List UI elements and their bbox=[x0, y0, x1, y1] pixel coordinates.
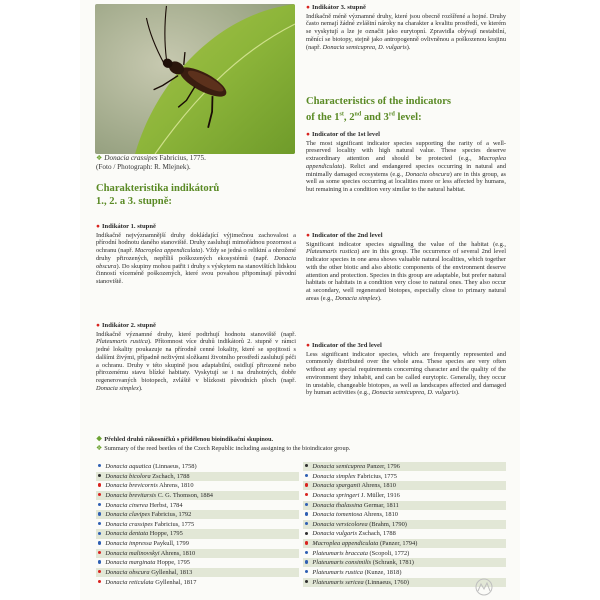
english-level2-block bbox=[306, 232, 506, 302]
level-dot-icon bbox=[98, 522, 101, 525]
table-caption-czech: ❖ Přehled druhů rákosníčků s přidělenou bioindikační skupinou. bbox=[96, 435, 274, 443]
level-dot-icon bbox=[98, 560, 101, 563]
heading-czech-line2: 1., 2. a 3. stupně: bbox=[96, 195, 172, 207]
heading-czech-line1: Charakteristika indikátorů bbox=[96, 183, 220, 194]
species-name: Donacia marginata bbox=[105, 559, 156, 567]
species-row bbox=[303, 462, 506, 471]
level-dot-icon bbox=[305, 570, 308, 573]
species-author: (Scopoli, 1772) bbox=[367, 549, 410, 557]
species-row bbox=[303, 472, 506, 481]
level-dot-icon bbox=[305, 483, 308, 486]
indicator-title: ● Indikátor 1. stupně bbox=[96, 223, 156, 230]
species-name: Plateumaris consimilis bbox=[312, 559, 372, 567]
indicator-text: Significant indicator species signalling the value of the habitat (e.g., Plateumaris rustica) are in this group. The occurrence of several 2nd level indicator species in one area shows valuable natural localities, which together with the other biotic and also abiotic components of the environment deserve attention and protection. Species in this group are adaptable, but prefer natural habitats or habitats in a condition very close to natural ones. They also occur at secondary, well regenerated biotopes, especially close to primary natural areas (e.g., Donacia simplex). bbox=[306, 240, 506, 302]
species-row bbox=[303, 558, 506, 567]
czech-level3-block bbox=[306, 4, 506, 51]
level-dot-icon bbox=[305, 541, 308, 544]
level-dot-icon bbox=[305, 551, 308, 554]
species-name: Donacia dentata bbox=[105, 530, 149, 538]
species-name: Donacia reticulata bbox=[105, 578, 154, 586]
species-name: Donacia bicolora bbox=[105, 472, 151, 480]
species-author: Ahrens, 1810 bbox=[157, 482, 194, 490]
species-row bbox=[303, 539, 506, 548]
species-author: Zschach, 1788 bbox=[356, 530, 396, 538]
species-row bbox=[96, 549, 299, 558]
species-name: Donacia brevitarsis bbox=[105, 491, 157, 499]
level-dot-icon bbox=[305, 560, 308, 563]
species-author: Ahrens, 1810 bbox=[159, 549, 196, 557]
species-name: Donacia cinerea bbox=[105, 501, 148, 509]
species-author: Gyllenhal, 1813 bbox=[149, 569, 193, 577]
indicator-text: Less significant indicator species, which are frequently represented and commonly distributed over the whole area. These species are very often without any special requirements concerning character and the quality of the environment they inhabit, and can be called eurytopic. Generally, they occur in unstable, changeable biotopes, as well as landscapes affected and damaged by human activities (e.g., Donacia semicuprea, D. vulgaris). bbox=[306, 350, 506, 397]
level-dot-icon bbox=[305, 464, 308, 467]
species-row bbox=[303, 501, 506, 510]
table-caption-english: ❖ Summary of the reed beetles of the Czech Republic including assigning to the bioindicator group. bbox=[96, 444, 351, 452]
species-name: Donacia semicuprea bbox=[312, 463, 366, 470]
level-dot-icon bbox=[98, 503, 101, 506]
bullet-icon: ● bbox=[96, 223, 100, 230]
level-dot-icon bbox=[98, 551, 101, 554]
english-level1-block bbox=[306, 131, 506, 194]
species-row bbox=[96, 510, 299, 519]
level-dot-icon bbox=[305, 522, 308, 525]
species-author: (Linnaeus, 1758) bbox=[151, 463, 197, 470]
caption-species: Donacia crassipes bbox=[104, 154, 158, 162]
species-row bbox=[96, 529, 299, 538]
species-name: Donacia simplex bbox=[312, 472, 356, 480]
czech-level2-block bbox=[96, 322, 296, 392]
level-dot-icon bbox=[305, 512, 308, 515]
heading-english-line1: Characteristics of the indicators bbox=[306, 96, 452, 107]
indicator-text: Indikačně méně významné druhy, které jsou obecně rozšířené a hojné. Druhy často nemají žádné zvláštní nároky na charakter a kvalitu prostředí, ve kterém se vyskytují a lze je označit jako eurytopní. Zpravidla obývají nestabilní, měnící se biotopy, stejně jako antropogenně ovlivněnou a poškozenou krajinu (např. Donacia semicuprea, D. vulgaris). bbox=[306, 12, 506, 51]
level-dot-icon bbox=[98, 580, 101, 583]
photo-caption bbox=[96, 154, 296, 172]
species-row bbox=[96, 558, 299, 567]
level-dot-icon bbox=[98, 512, 101, 515]
english-level3-block bbox=[306, 342, 506, 397]
beetle-photo bbox=[95, 4, 295, 154]
bullet-icon: ● bbox=[306, 342, 310, 349]
species-author: Fabricius, 1775 bbox=[152, 520, 195, 528]
species-name: Donacia impressa bbox=[105, 540, 152, 548]
species-author: Ahrens, 1810 bbox=[360, 482, 396, 490]
level-dot-icon bbox=[98, 532, 101, 535]
indicator-title: ● Indicator of the 2nd level bbox=[306, 232, 383, 239]
diamond-icon: ❖ bbox=[96, 154, 103, 162]
species-author: Germar, 1811 bbox=[362, 501, 399, 509]
species-name: Plateumaris rustica bbox=[312, 569, 363, 577]
level-dot-icon bbox=[98, 483, 101, 486]
species-author: Gyllenhal, 1817 bbox=[153, 578, 197, 586]
species-name: Donacia malinovskyi bbox=[105, 549, 160, 557]
species-name: Donacia thalassina bbox=[312, 501, 363, 509]
species-row bbox=[303, 549, 506, 558]
species-row bbox=[303, 568, 506, 577]
species-author: (Linnaeus, 1760) bbox=[363, 578, 409, 586]
species-row bbox=[96, 501, 299, 510]
species-author: C. G. Thomson, 1884 bbox=[156, 491, 213, 499]
species-name: Donacia springeri bbox=[312, 491, 360, 499]
level-dot-icon bbox=[98, 464, 101, 467]
bullet-icon: ● bbox=[306, 232, 310, 239]
indicator-text: Indikačně významné druhy, které podtrhují hodnotu stanoviště (např. Plateumaris rustica). Přítomnost více druhů indikátorů 2. stupně v rámci jedné lokality poukazuje na přírodně cenné lokality, které se spojitostí s dalšími živými, případně neživými složkami životního prostředí zasluhují péči a ochranu. Druhy v této skupině jsou adaptabilní, osidlují přirozené nebo přirozenému stavu blízké habitaty. Vyskytují se i na druhotných, dobře regenerovaných biotopech, zvláště v blízkosti původních ploch (např. Donacia simplex). bbox=[96, 330, 296, 392]
diamond-icon: ❖ bbox=[96, 444, 103, 452]
species-author: Zschach, 1788 bbox=[150, 472, 190, 480]
species-name: Donacia vulgaris bbox=[312, 530, 357, 538]
species-row bbox=[96, 462, 299, 471]
indicator-title: ● Indicator of the 3rd level bbox=[306, 342, 382, 349]
level-dot-icon bbox=[305, 580, 308, 583]
species-row bbox=[96, 472, 299, 481]
species-author: (Panzer, 1794) bbox=[378, 540, 418, 548]
species-author: Panzer, 1796 bbox=[365, 463, 400, 470]
indicator-title: ● Indikátor 3. stupně bbox=[306, 4, 366, 11]
level-dot-icon bbox=[305, 503, 308, 506]
species-author: Fabricius, 1792 bbox=[149, 511, 192, 519]
species-name: Macroplea appendiculata bbox=[312, 540, 379, 548]
species-author: Paykull, 1799 bbox=[151, 540, 189, 548]
bullet-icon: ● bbox=[306, 4, 310, 11]
indicator-title: ● Indikátor 2. stupně bbox=[96, 322, 156, 329]
species-row bbox=[303, 481, 506, 490]
species-name: Plateumaris braccata bbox=[312, 549, 368, 557]
diamond-icon: ❖ bbox=[96, 435, 103, 443]
publisher-emblem bbox=[472, 578, 496, 596]
species-row bbox=[303, 491, 506, 500]
species-name: Donacia sparganii bbox=[312, 482, 361, 490]
species-column-right bbox=[303, 462, 506, 587]
species-row bbox=[96, 539, 299, 548]
species-name: Donacia brevicornis bbox=[105, 482, 158, 490]
table-caption bbox=[96, 435, 506, 453]
species-author: (Kunze, 1818) bbox=[362, 569, 402, 577]
species-author: Hoppe, 1795 bbox=[155, 559, 191, 567]
species-name: Donacia tomentosa bbox=[312, 511, 363, 519]
indicator-title: ● Indicator of the 1st level bbox=[306, 131, 380, 138]
species-author: Hoppe, 1795 bbox=[148, 530, 183, 538]
species-name: Donacia versicolorea bbox=[312, 520, 368, 528]
bullet-icon: ● bbox=[96, 322, 100, 329]
level-dot-icon bbox=[98, 541, 101, 544]
caption-author: Fabricius, 1775. bbox=[157, 154, 206, 162]
species-author: J. Müller, 1916 bbox=[359, 491, 400, 499]
species-row bbox=[96, 520, 299, 529]
species-author: Fabricius, 1775 bbox=[355, 472, 397, 480]
indicator-text: Indikačně nejvýznamnější druhy dokládající výjimečnou zachovalost a přírodní hodnotu daného stanoviště. Druhy zasluhují mimořádnou pozornost a ochranu (např. Macroplea appendiculata). Vždy se jedná o reliktní a ohrožené druhy přirozených, nepříliš poškozených ekosystémů (např. Donacia obscura). Do skupiny mohou patřit i druhy s výskytem na stanovištích lidskou činností víceméně poškozených, které svou povahou připomínají původní stanoviště. bbox=[96, 231, 296, 285]
species-name: Donacia aquatica bbox=[105, 463, 152, 470]
bullet-icon: ● bbox=[306, 131, 310, 138]
species-author: (Brahm, 1790) bbox=[367, 520, 407, 528]
species-row bbox=[303, 520, 506, 529]
level-dot-icon bbox=[305, 474, 308, 477]
species-row bbox=[96, 491, 299, 500]
species-row bbox=[96, 578, 299, 587]
indicator-text: The most significant indicator species supporting the rarity of a well-preserved locality with high natural value. These species deserve extraordinary attention and should be protected (e.g., Macroplea appendiculata). Relict and endangered species occurring in natural and minimally damaged ecosystems (e.g., Donacia obscura) are in this group, as well as some species occurring at localities more or less affected by humans, but remaining in a condition very similar to the natural habitat. bbox=[306, 139, 507, 193]
level-dot-icon bbox=[305, 532, 308, 535]
species-name: Donacia obscura bbox=[105, 569, 150, 577]
level-dot-icon bbox=[98, 570, 101, 573]
level-dot-icon bbox=[98, 493, 101, 496]
species-row bbox=[303, 529, 506, 538]
level-dot-icon bbox=[305, 493, 308, 496]
species-name: Donacia clavipes bbox=[105, 511, 150, 519]
species-row bbox=[96, 568, 299, 577]
species-name: Donacia crassipes bbox=[105, 520, 153, 528]
level-dot-icon bbox=[98, 474, 101, 477]
species-row bbox=[303, 510, 506, 519]
heading-czech bbox=[96, 183, 296, 208]
species-author: (Schrank, 1781) bbox=[371, 559, 414, 567]
species-author: Ahrens, 1810 bbox=[362, 511, 398, 519]
heading-english-line2: of the 1st, 2nd and 3rd level: bbox=[306, 111, 422, 124]
species-column-left bbox=[96, 462, 299, 587]
heading-english bbox=[306, 96, 506, 125]
czech-level1-block bbox=[96, 223, 296, 286]
species-name: Plateumaris sericea bbox=[312, 578, 364, 586]
caption-credit: (Foto / Photograph: R. Mlejnek). bbox=[96, 163, 191, 171]
species-row bbox=[96, 481, 299, 490]
species-author: Herbst, 1784 bbox=[147, 501, 183, 509]
